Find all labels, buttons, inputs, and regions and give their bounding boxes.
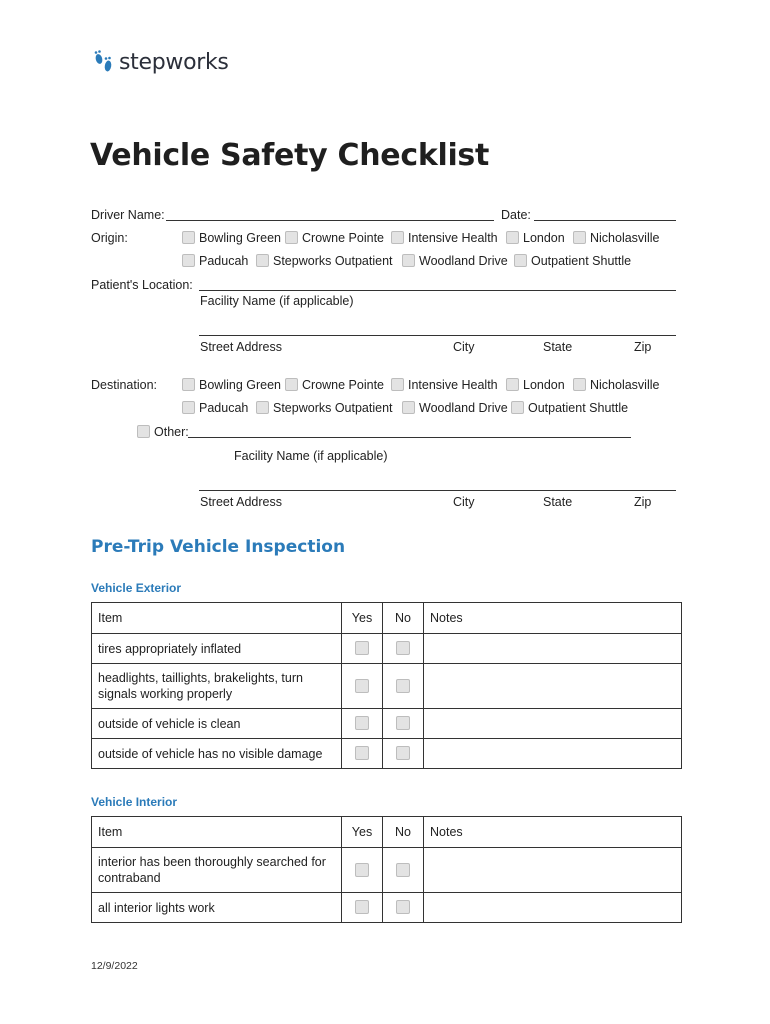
destination-option-other[interactable]: Other: bbox=[137, 425, 189, 439]
no-cell bbox=[383, 634, 424, 664]
state-caption: State bbox=[543, 495, 573, 509]
destination-option-nicholasville[interactable]: Nicholasville bbox=[573, 378, 659, 392]
item-cell: outside of vehicle has no visible damage bbox=[92, 739, 342, 769]
origin-option-bowling-green[interactable]: Bowling Green bbox=[182, 231, 281, 245]
table-header-row bbox=[92, 603, 682, 634]
patient-street-field[interactable] bbox=[199, 335, 500, 336]
brand-name: stepworks bbox=[119, 49, 229, 75]
yes-cell bbox=[342, 848, 383, 893]
checkbox[interactable] bbox=[285, 378, 298, 391]
street-address-caption: Street Address bbox=[200, 495, 282, 509]
checkbox[interactable] bbox=[256, 401, 269, 414]
patient-city-state-zip-field[interactable] bbox=[500, 335, 676, 336]
zip-caption: Zip bbox=[634, 495, 652, 509]
origin-option-crowne-pointe[interactable]: Crowne Pointe bbox=[285, 231, 384, 245]
destination-option-stepworks-outpatient[interactable]: Stepworks Outpatient bbox=[256, 401, 393, 415]
interior-table bbox=[91, 816, 682, 923]
column-header: Item bbox=[92, 817, 342, 848]
no-checkbox[interactable] bbox=[396, 716, 410, 730]
item-cell: outside of vehicle is clean bbox=[92, 709, 342, 739]
checkbox[interactable] bbox=[256, 254, 269, 267]
yes-cell bbox=[342, 664, 383, 709]
origin-option-london[interactable]: London bbox=[506, 231, 565, 245]
origin-option-intensive-health[interactable]: Intensive Health bbox=[391, 231, 498, 245]
yes-cell bbox=[342, 634, 383, 664]
notes-cell[interactable] bbox=[424, 848, 682, 893]
exterior-title: Vehicle Exterior bbox=[91, 581, 182, 595]
no-cell bbox=[383, 664, 424, 709]
section-title: Pre-Trip Vehicle Inspection bbox=[91, 537, 346, 557]
table-row bbox=[92, 848, 682, 893]
checkbox[interactable] bbox=[182, 231, 195, 244]
yes-checkbox[interactable] bbox=[355, 679, 369, 693]
column-header: No bbox=[383, 603, 424, 634]
zip-caption: Zip bbox=[634, 340, 652, 354]
checkbox[interactable] bbox=[402, 401, 415, 414]
no-checkbox[interactable] bbox=[396, 746, 410, 760]
yes-checkbox[interactable] bbox=[355, 716, 369, 730]
checkbox[interactable] bbox=[391, 378, 404, 391]
checkbox[interactable] bbox=[391, 231, 404, 244]
checkbox[interactable] bbox=[402, 254, 415, 267]
patient-location-label: Patient's Location: bbox=[91, 278, 193, 292]
yes-checkbox[interactable] bbox=[355, 900, 369, 914]
column-header: Yes bbox=[342, 817, 383, 848]
no-cell bbox=[383, 848, 424, 893]
destination-option-london[interactable]: London bbox=[506, 378, 565, 392]
item-cell: tires appropriately inflated bbox=[92, 634, 342, 664]
origin-option-outpatient-shuttle[interactable]: Outpatient Shuttle bbox=[514, 254, 631, 268]
destination-option-bowling-green[interactable]: Bowling Green bbox=[182, 378, 281, 392]
other-facility-field[interactable] bbox=[188, 437, 631, 438]
footer-date: 12/9/2022 bbox=[91, 960, 138, 972]
destination-street-field[interactable] bbox=[199, 490, 500, 491]
driver-name-label: Driver Name: bbox=[91, 208, 165, 222]
checkbox[interactable] bbox=[182, 378, 195, 391]
city-caption: City bbox=[453, 495, 475, 509]
origin-option-paducah[interactable]: Paducah bbox=[182, 254, 248, 268]
destination-option-paducah[interactable]: Paducah bbox=[182, 401, 248, 415]
item-cell: all interior lights work bbox=[92, 893, 342, 923]
checkbox[interactable] bbox=[511, 401, 524, 414]
checkbox[interactable] bbox=[506, 378, 519, 391]
facility-name-caption: Facility Name (if applicable) bbox=[234, 449, 388, 463]
origin-option-nicholasville[interactable]: Nicholasville bbox=[573, 231, 659, 245]
no-checkbox[interactable] bbox=[396, 641, 410, 655]
checkbox[interactable] bbox=[514, 254, 527, 267]
state-caption: State bbox=[543, 340, 573, 354]
destination-option-intensive-health[interactable]: Intensive Health bbox=[391, 378, 498, 392]
table-header-row bbox=[92, 817, 682, 848]
driver-name-field[interactable] bbox=[166, 220, 494, 221]
yes-checkbox[interactable] bbox=[355, 863, 369, 877]
notes-cell[interactable] bbox=[424, 739, 682, 769]
notes-cell[interactable] bbox=[424, 634, 682, 664]
column-header: Notes bbox=[424, 817, 682, 848]
checkbox[interactable] bbox=[137, 425, 150, 438]
checkbox[interactable] bbox=[285, 231, 298, 244]
city-caption: City bbox=[453, 340, 475, 354]
exterior-table bbox=[91, 602, 682, 769]
column-header: No bbox=[383, 817, 424, 848]
destination-label: Destination: bbox=[91, 378, 158, 392]
no-cell bbox=[383, 709, 424, 739]
interior-title: Vehicle Interior bbox=[91, 795, 178, 809]
table-row bbox=[92, 664, 682, 709]
checkbox[interactable] bbox=[573, 231, 586, 244]
date-label: Date: bbox=[501, 208, 531, 222]
yes-cell bbox=[342, 709, 383, 739]
date-field[interactable] bbox=[534, 220, 676, 221]
origin-option-stepworks-outpatient[interactable]: Stepworks Outpatient bbox=[256, 254, 393, 268]
checkbox[interactable] bbox=[506, 231, 519, 244]
street-address-caption: Street Address bbox=[200, 340, 282, 354]
yes-cell bbox=[342, 739, 383, 769]
checkbox[interactable] bbox=[573, 378, 586, 391]
origin-option-woodland-drive[interactable]: Woodland Drive bbox=[402, 254, 508, 268]
destination-city-state-zip-field[interactable] bbox=[500, 490, 676, 491]
item-cell: interior has been thoroughly searched for contraband bbox=[92, 848, 342, 893]
facility-name-caption: Facility Name (if applicable) bbox=[200, 294, 354, 308]
table-row bbox=[92, 893, 682, 923]
footprints-icon bbox=[92, 48, 116, 76]
checkbox[interactable] bbox=[182, 254, 195, 267]
table-row bbox=[92, 739, 682, 769]
origin-label: Origin: bbox=[91, 231, 128, 245]
yes-cell bbox=[342, 893, 383, 923]
no-checkbox[interactable] bbox=[396, 863, 410, 877]
column-header: Notes bbox=[424, 603, 682, 634]
page-title: Vehicle Safety Checklist bbox=[90, 138, 490, 173]
yes-checkbox[interactable] bbox=[355, 641, 369, 655]
destination-option-crowne-pointe[interactable]: Crowne Pointe bbox=[285, 378, 384, 392]
no-checkbox[interactable] bbox=[396, 900, 410, 914]
notes-cell[interactable] bbox=[424, 709, 682, 739]
no-cell bbox=[383, 893, 424, 923]
yes-checkbox[interactable] bbox=[355, 746, 369, 760]
no-cell bbox=[383, 739, 424, 769]
column-header: Item bbox=[92, 603, 342, 634]
destination-option-woodland-drive[interactable]: Woodland Drive bbox=[402, 401, 508, 415]
notes-cell[interactable] bbox=[424, 664, 682, 709]
item-cell: headlights, taillights, brakelights, turn signals working properly bbox=[92, 664, 342, 709]
brand-logo bbox=[92, 48, 229, 76]
no-checkbox[interactable] bbox=[396, 679, 410, 693]
table-row bbox=[92, 634, 682, 664]
notes-cell[interactable] bbox=[424, 893, 682, 923]
table-row bbox=[92, 709, 682, 739]
patient-facility-field[interactable] bbox=[199, 290, 676, 291]
checkbox[interactable] bbox=[182, 401, 195, 414]
destination-option-outpatient-shuttle[interactable]: Outpatient Shuttle bbox=[511, 401, 628, 415]
column-header: Yes bbox=[342, 603, 383, 634]
